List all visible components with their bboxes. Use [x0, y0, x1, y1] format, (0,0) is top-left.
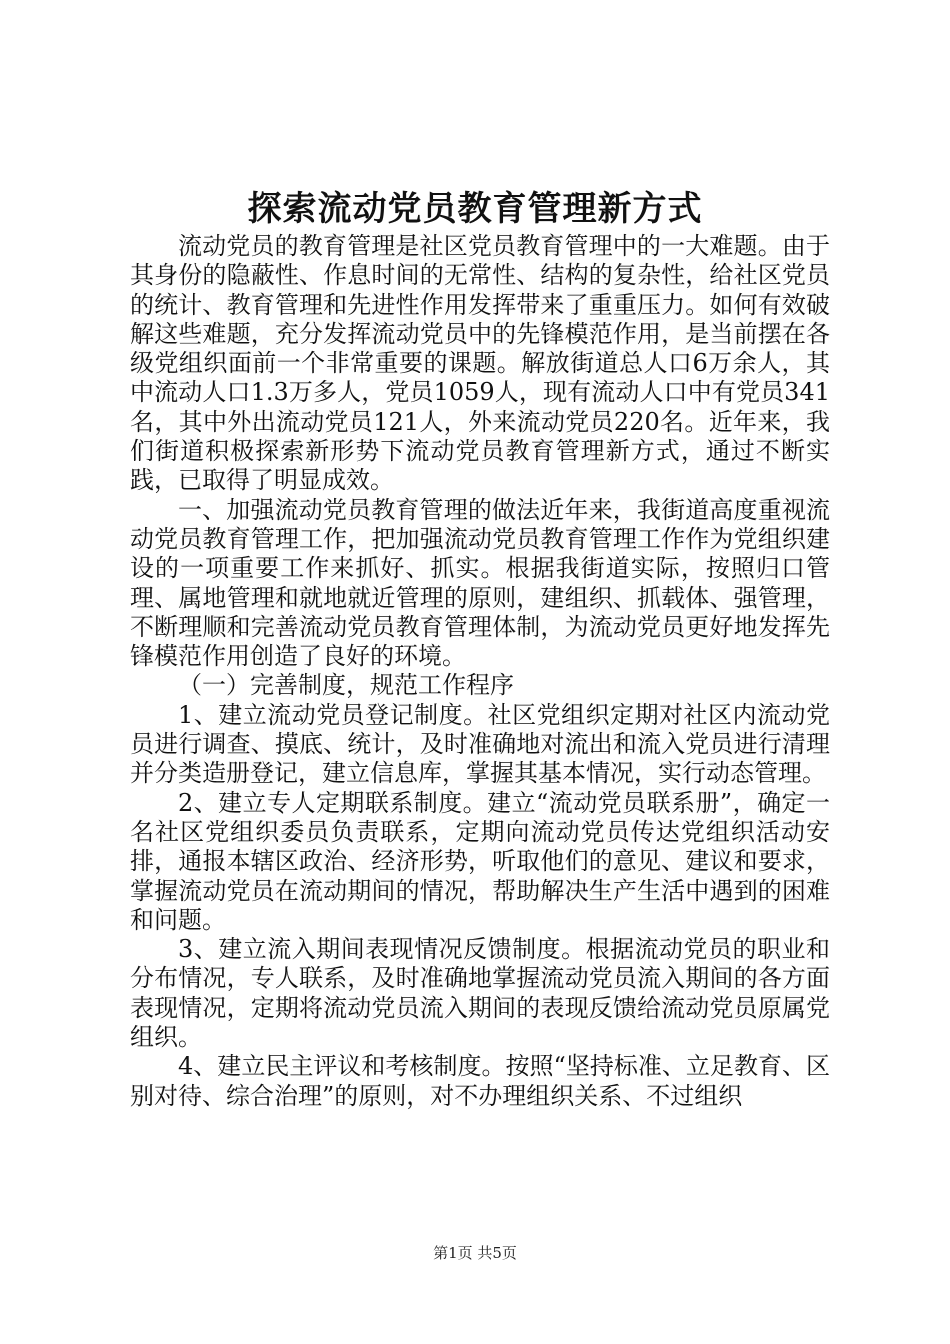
paragraph-section-one: 一、加强流动党员教育管理的做法近年来，我街道高度重视流动党员教育管理工作，把加强流动党员教育管理工作作为党组织建设的一项重要工作来抓好、抓实。根据我街道实际，按照归口管理、属地管理和就地就近管理的原则，建组织、抓载体、强管理，不断理顺和完善流动党员教育管理体制，为流动党员更好地发挥先锋模范作用创造了良好的环境。 — [130, 495, 830, 671]
paragraph-item-2: 2、建立专人定期联系制度。建立“流动党员联系册”，确定一名社区党组织委员负责联系，定期向流动党员传达党组织活动安排，通报本辖区政治、经济形势，听取他们的意见、建议和要求，掌握流动党员在流动期间的情况，帮助解决生产生活中遇到的困难和问题。 — [130, 788, 830, 934]
paragraph-item-4: 4、建立民主评议和考核制度。按照“坚持标准、立足教育、区别对待、综合治理”的原则，对不办理组织关系、不过组织 — [130, 1052, 830, 1110]
document-body — [130, 232, 830, 1111]
paragraph-item-1: 1、建立流动党员登记制度。社区党组织定期对社区内流动党员进行调查、摸底、统计，及时准确地对流出和流入党员进行清理并分类造册登记，建立信息库，掌握其基本情况，实行动态管理。 — [130, 700, 830, 788]
page-number-footer: 第1页 共5页 — [433, 1244, 517, 1262]
paragraph-subheading: （一）完善制度，规范工作程序 — [178, 671, 514, 700]
paragraph-intro: 流动党员的教育管理是社区党员教育管理中的一大难题。由于其身份的隐蔽性、作息时间的无常性、结构的复杂性，给社区党员的统计、教育管理和先进性作用发挥带来了重重压力。如何有效破解这些难题，充分发挥流动党员中的先锋模范作用，是当前摆在各级党组织面前一个非常重要的课题。解放街道总人口6万余人，其中流动人口1.3万多人，党员1059人，现有流动人口中有党员341名，其中外出流动党员121人，外来流动党员220名。近年来，我们街道积极探索新形势下流动党员教育管理新方式，通过不断实践，已取得了明显成效。 — [130, 232, 830, 495]
document-title: 探索流动党员教育管理新方式 — [247, 189, 703, 229]
paragraph-item-3: 3、建立流入期间表现情况反馈制度。根据流动党员的职业和分布情况，专人联系，及时准确地掌握流动党员流入期间的各方面表现情况，定期将流动党员流入期间的表现反馈给流动党员原属党组织。 — [130, 935, 830, 1052]
